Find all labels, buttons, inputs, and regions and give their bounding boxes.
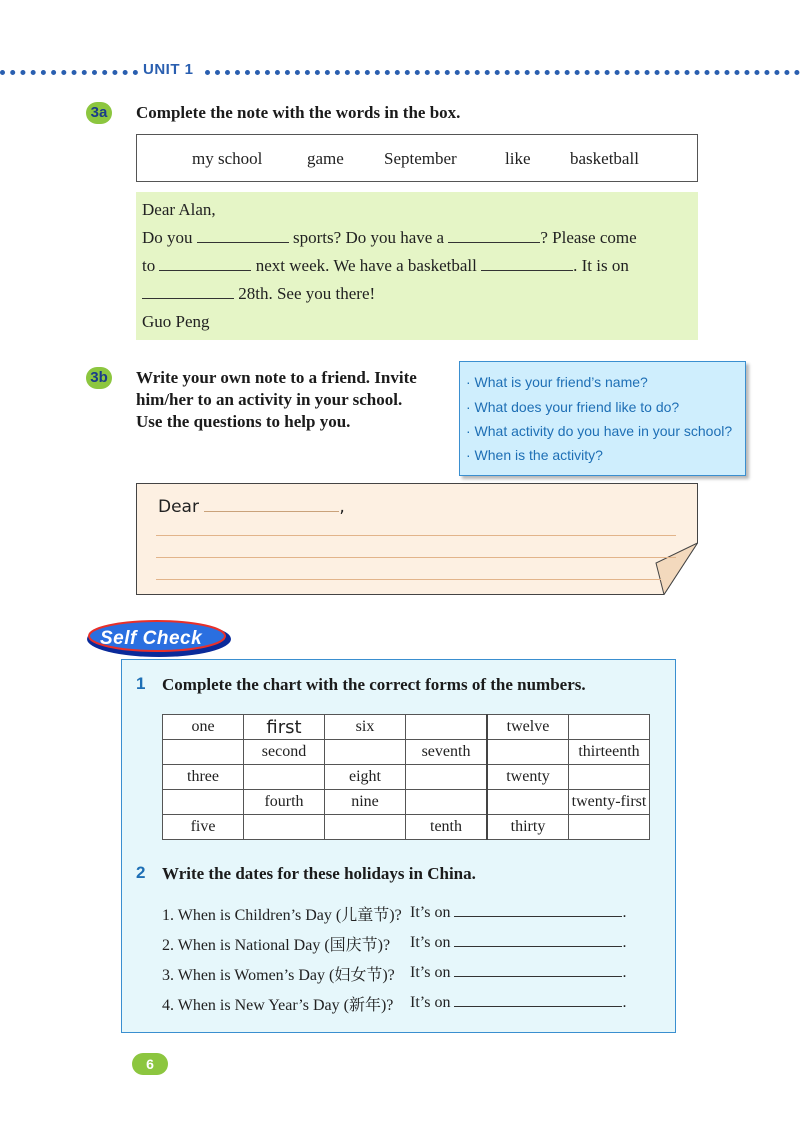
word-box (136, 134, 698, 182)
holiday-answer-1 (410, 902, 626, 922)
chart-cell: three (163, 765, 244, 790)
note-blank-5[interactable] (142, 284, 234, 299)
question-prompt-box (459, 361, 746, 476)
note-line-2-part-b: next week. We have a basketball (255, 256, 477, 275)
note-line-3-part-b: 28th. See you there! (238, 284, 376, 303)
holiday-question-2: 2. When is National Day (国庆节)? (162, 937, 391, 954)
answer-prefix: It’s on (410, 964, 451, 981)
chart-cell[interactable] (569, 765, 650, 790)
letter-comma: , (339, 497, 345, 517)
holiday-answer-3 (410, 962, 626, 982)
word-game: game (307, 149, 344, 168)
chart-cell[interactable] (569, 715, 650, 740)
answer-prefix: It’s on (410, 994, 451, 1011)
chart-cell: nine (325, 790, 406, 815)
chart-cell: twenty-first (569, 790, 650, 815)
letter-dear: Dear (158, 497, 199, 517)
letter-paper[interactable] (136, 483, 698, 595)
answer-end: . (622, 964, 627, 981)
note-blank-2[interactable] (448, 228, 540, 243)
letter-writing-line-1[interactable] (156, 535, 676, 536)
letter-name-blank[interactable] (204, 497, 339, 512)
section-3a-badge: 3a (86, 102, 112, 124)
holiday-question-1: 1. When is Children’s Day (儿童节)? (162, 907, 402, 924)
chart-cell[interactable] (406, 790, 488, 815)
word-my-school: my school (192, 149, 263, 168)
note-blank-1[interactable] (197, 228, 289, 243)
word-like: like (505, 149, 531, 168)
answer-end: . (622, 904, 627, 921)
section-3b-instruction-line-2: him/her to an activity in your school. (136, 390, 403, 409)
table-row (163, 740, 650, 765)
letter-writing-line-3[interactable] (156, 579, 661, 580)
holiday-question-3: 3. When is Women’s Day (妇女节)? (162, 967, 395, 984)
letter-greeting (158, 497, 345, 517)
word-september: September (384, 149, 457, 168)
note-line-1-part-a: Do you (142, 228, 193, 247)
page-number: 6 (132, 1053, 168, 1075)
chart-cell: thirty (487, 815, 569, 840)
chart-cell: eight (325, 765, 406, 790)
answer-prefix: It’s on (410, 904, 451, 921)
answer-end: . (622, 994, 627, 1011)
table-row (163, 715, 650, 740)
note-line-3 (142, 284, 375, 304)
chart-cell[interactable] (325, 740, 406, 765)
chart-cell: second (244, 740, 325, 765)
chart-cell: six (325, 715, 406, 740)
holiday-answer-blank-3[interactable] (454, 962, 622, 977)
holiday-answer-4 (410, 992, 626, 1012)
chart-cell[interactable] (325, 815, 406, 840)
chart-cell: seventh (406, 740, 488, 765)
header-dotted-line-right (205, 70, 800, 75)
note-line-2 (142, 256, 629, 276)
section-3b-instruction-line-3: Use the questions to help you. (136, 412, 351, 431)
note-line-2-part-a: to (142, 256, 156, 275)
prompt-question-1: · What is your friend’s name? (466, 374, 648, 390)
self-check-title: Self Check (100, 628, 203, 649)
unit-label: UNIT 1 (143, 61, 194, 78)
chart-cell[interactable] (487, 740, 569, 765)
chart-cell[interactable] (244, 765, 325, 790)
chart-cell[interactable] (569, 815, 650, 840)
section-3b-instruction-line-1: Write your own note to a friend. Invite (136, 368, 417, 387)
chart-cell: thirteenth (569, 740, 650, 765)
prompt-question-4: · When is the activity? (466, 447, 603, 463)
note-line-1-part-b: sports? Do you have a (293, 228, 445, 247)
prompt-question-2: · What does your friend like to do? (466, 399, 680, 415)
prompt-question-3: · What activity do you have in your school? (466, 423, 733, 439)
table-row (163, 765, 650, 790)
chart-cell: first (244, 715, 325, 740)
chart-cell: tenth (406, 815, 488, 840)
holiday-answer-blank-4[interactable] (454, 992, 622, 1007)
chart-cell: one (163, 715, 244, 740)
note-signature: Guo Peng (142, 312, 210, 331)
chart-cell[interactable] (163, 740, 244, 765)
task-2-instruction: Write the dates for these holidays in China. (162, 864, 476, 883)
chart-cell: five (163, 815, 244, 840)
chart-cell: fourth (244, 790, 325, 815)
holiday-question-4: 4. When is New Year’s Day (新年)? (162, 997, 394, 1014)
task-2-number: 2 (136, 863, 146, 882)
chart-cell[interactable] (163, 790, 244, 815)
note-greeting: Dear Alan, (142, 200, 216, 219)
chart-cell[interactable] (406, 765, 488, 790)
chart-cell: twenty (487, 765, 569, 790)
holiday-answer-blank-1[interactable] (454, 902, 622, 917)
note-line-1 (142, 228, 637, 248)
note-box (136, 192, 698, 340)
letter-writing-line-2[interactable] (156, 557, 676, 558)
answer-end: . (622, 934, 627, 951)
chart-cell[interactable] (406, 715, 488, 740)
chart-cell: twelve (487, 715, 569, 740)
note-blank-4[interactable] (481, 256, 573, 271)
table-row (163, 815, 650, 840)
note-line-2-part-c: . It is on (573, 256, 629, 275)
answer-prefix: It’s on (410, 934, 451, 951)
holiday-answer-blank-2[interactable] (454, 932, 622, 947)
section-3a-instruction: Complete the note with the words in the box. (136, 103, 461, 122)
section-3b-badge: 3b (86, 367, 112, 389)
task-1-number: 1 (136, 674, 146, 693)
chart-cell[interactable] (487, 790, 569, 815)
note-blank-3[interactable] (159, 256, 251, 271)
holiday-answer-2 (410, 932, 626, 952)
header-dotted-line-left (0, 70, 138, 75)
chart-cell[interactable] (244, 815, 325, 840)
word-basketball: basketball (570, 149, 639, 168)
numbers-chart (162, 714, 650, 840)
task-1-instruction: Complete the chart with the correct forms of the numbers. (162, 675, 586, 694)
note-line-1-part-c: ? Please come (540, 228, 637, 247)
table-row (163, 790, 650, 815)
